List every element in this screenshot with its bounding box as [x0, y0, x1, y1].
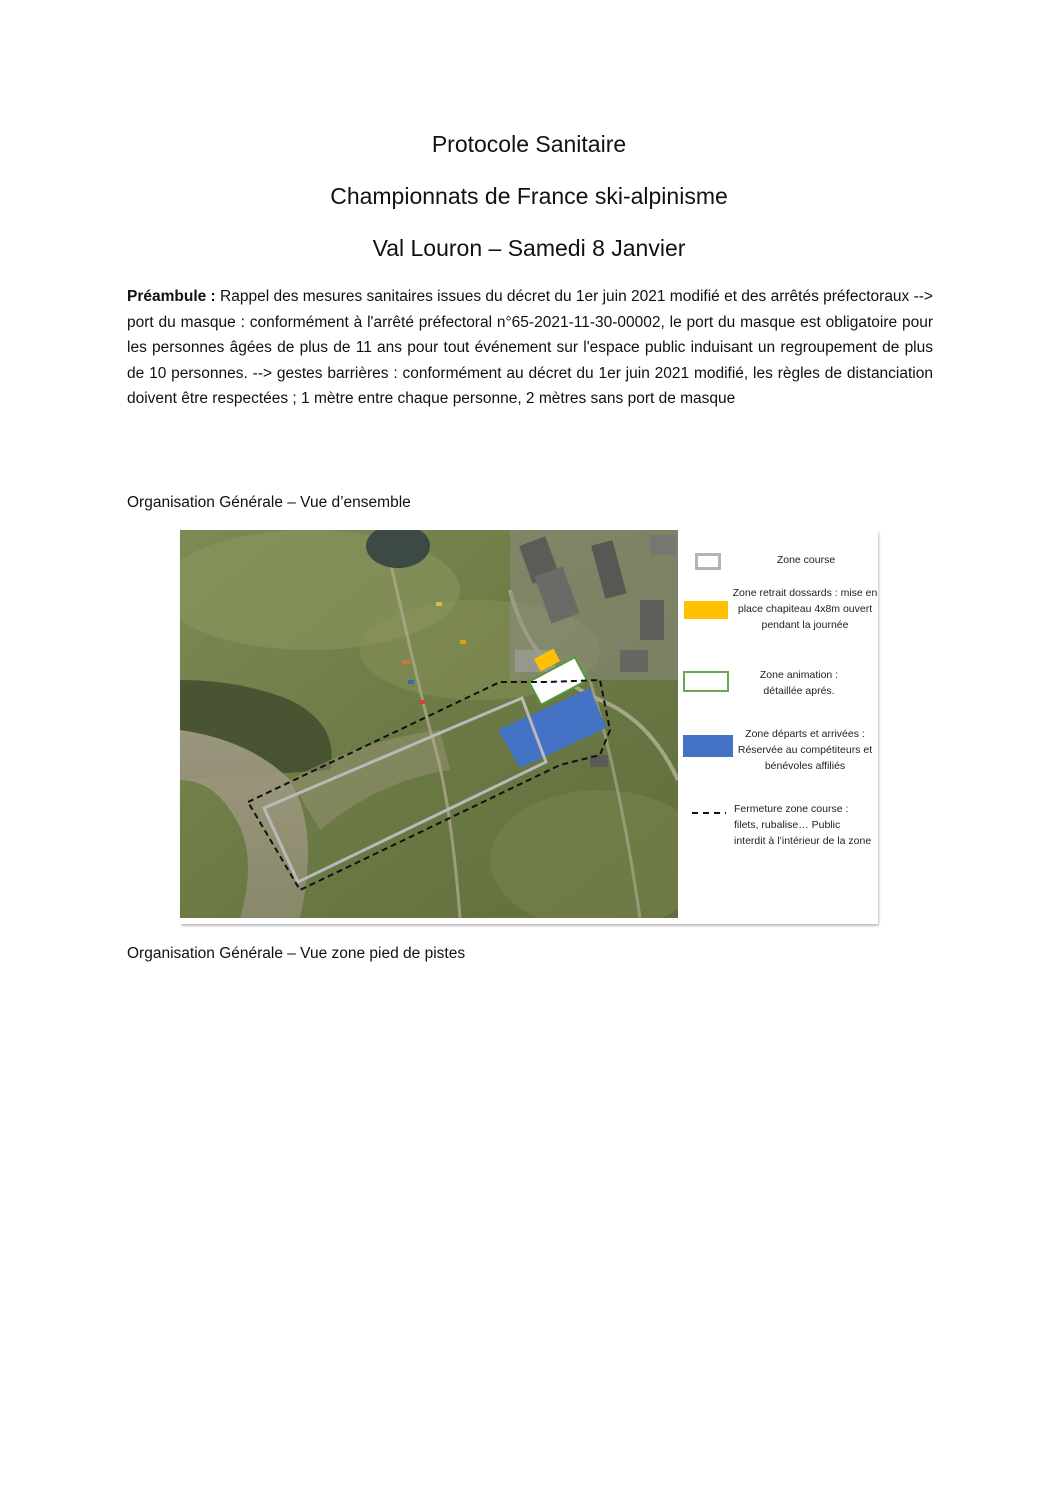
legend-label-depart: Zone départs et arrivées : Réservée au compétiteurs et bénévoles affiliés [737, 728, 873, 772]
preamble-paragraph [127, 284, 933, 412]
legend-swatch-course [695, 553, 721, 570]
legend-label-fermeture: Fermeture zone course : filets, rubalise… Public interdit à l’intérieur de la zone [734, 803, 872, 847]
aerial-photo [180, 530, 678, 918]
section-heading-foot: Organisation Générale – Vue zone pied de pistes [127, 945, 466, 962]
preamble-label: Préambule : [127, 288, 216, 305]
preamble-text: Rappel des mesures sanitaires issues du décret du 1er juin 2021 modifié et des arrêtés préfectoraux --> port du masque : conformément à l'arrêté préfectoral n°65-2021-11-30-00002, le port du masque est obligatoire pour les personnes âgées de plus de 11 ans pour tout événement sur l'espace public induisant un regroupement de plus de 10 personnes. --> gestes barrières : conformément au décret du 1er juin 2021 modifié, les règles de distanciation doivent être respectées ; 1 mètre entre chaque personne, 2 mètres sans port de masque [127, 288, 933, 407]
legend-swatch-retrait [684, 601, 728, 619]
document-subtitle: Championnats de France ski-alpinisme [330, 183, 728, 209]
legend-label-retrait: Zone retrait dossards : mise en place chapiteau 4x8m ouvert pendant la journée [732, 587, 878, 631]
site-map-figure [180, 530, 878, 924]
document-title: Protocole Sanitaire [431, 131, 627, 157]
legend-swatch-depart [683, 735, 733, 757]
legend-swatch-animation [683, 671, 729, 692]
legend-label-animation: Zone animation : détaillée aprés. [759, 669, 839, 697]
legend-label-course: Zone course [776, 554, 836, 566]
map-legend [678, 530, 878, 918]
event-line: Val Louron – Samedi 8 Janvier [372, 235, 686, 261]
legend-swatch-fermeture [692, 810, 726, 816]
section-heading-overview: Organisation Générale – Vue d’ensemble [127, 494, 411, 511]
